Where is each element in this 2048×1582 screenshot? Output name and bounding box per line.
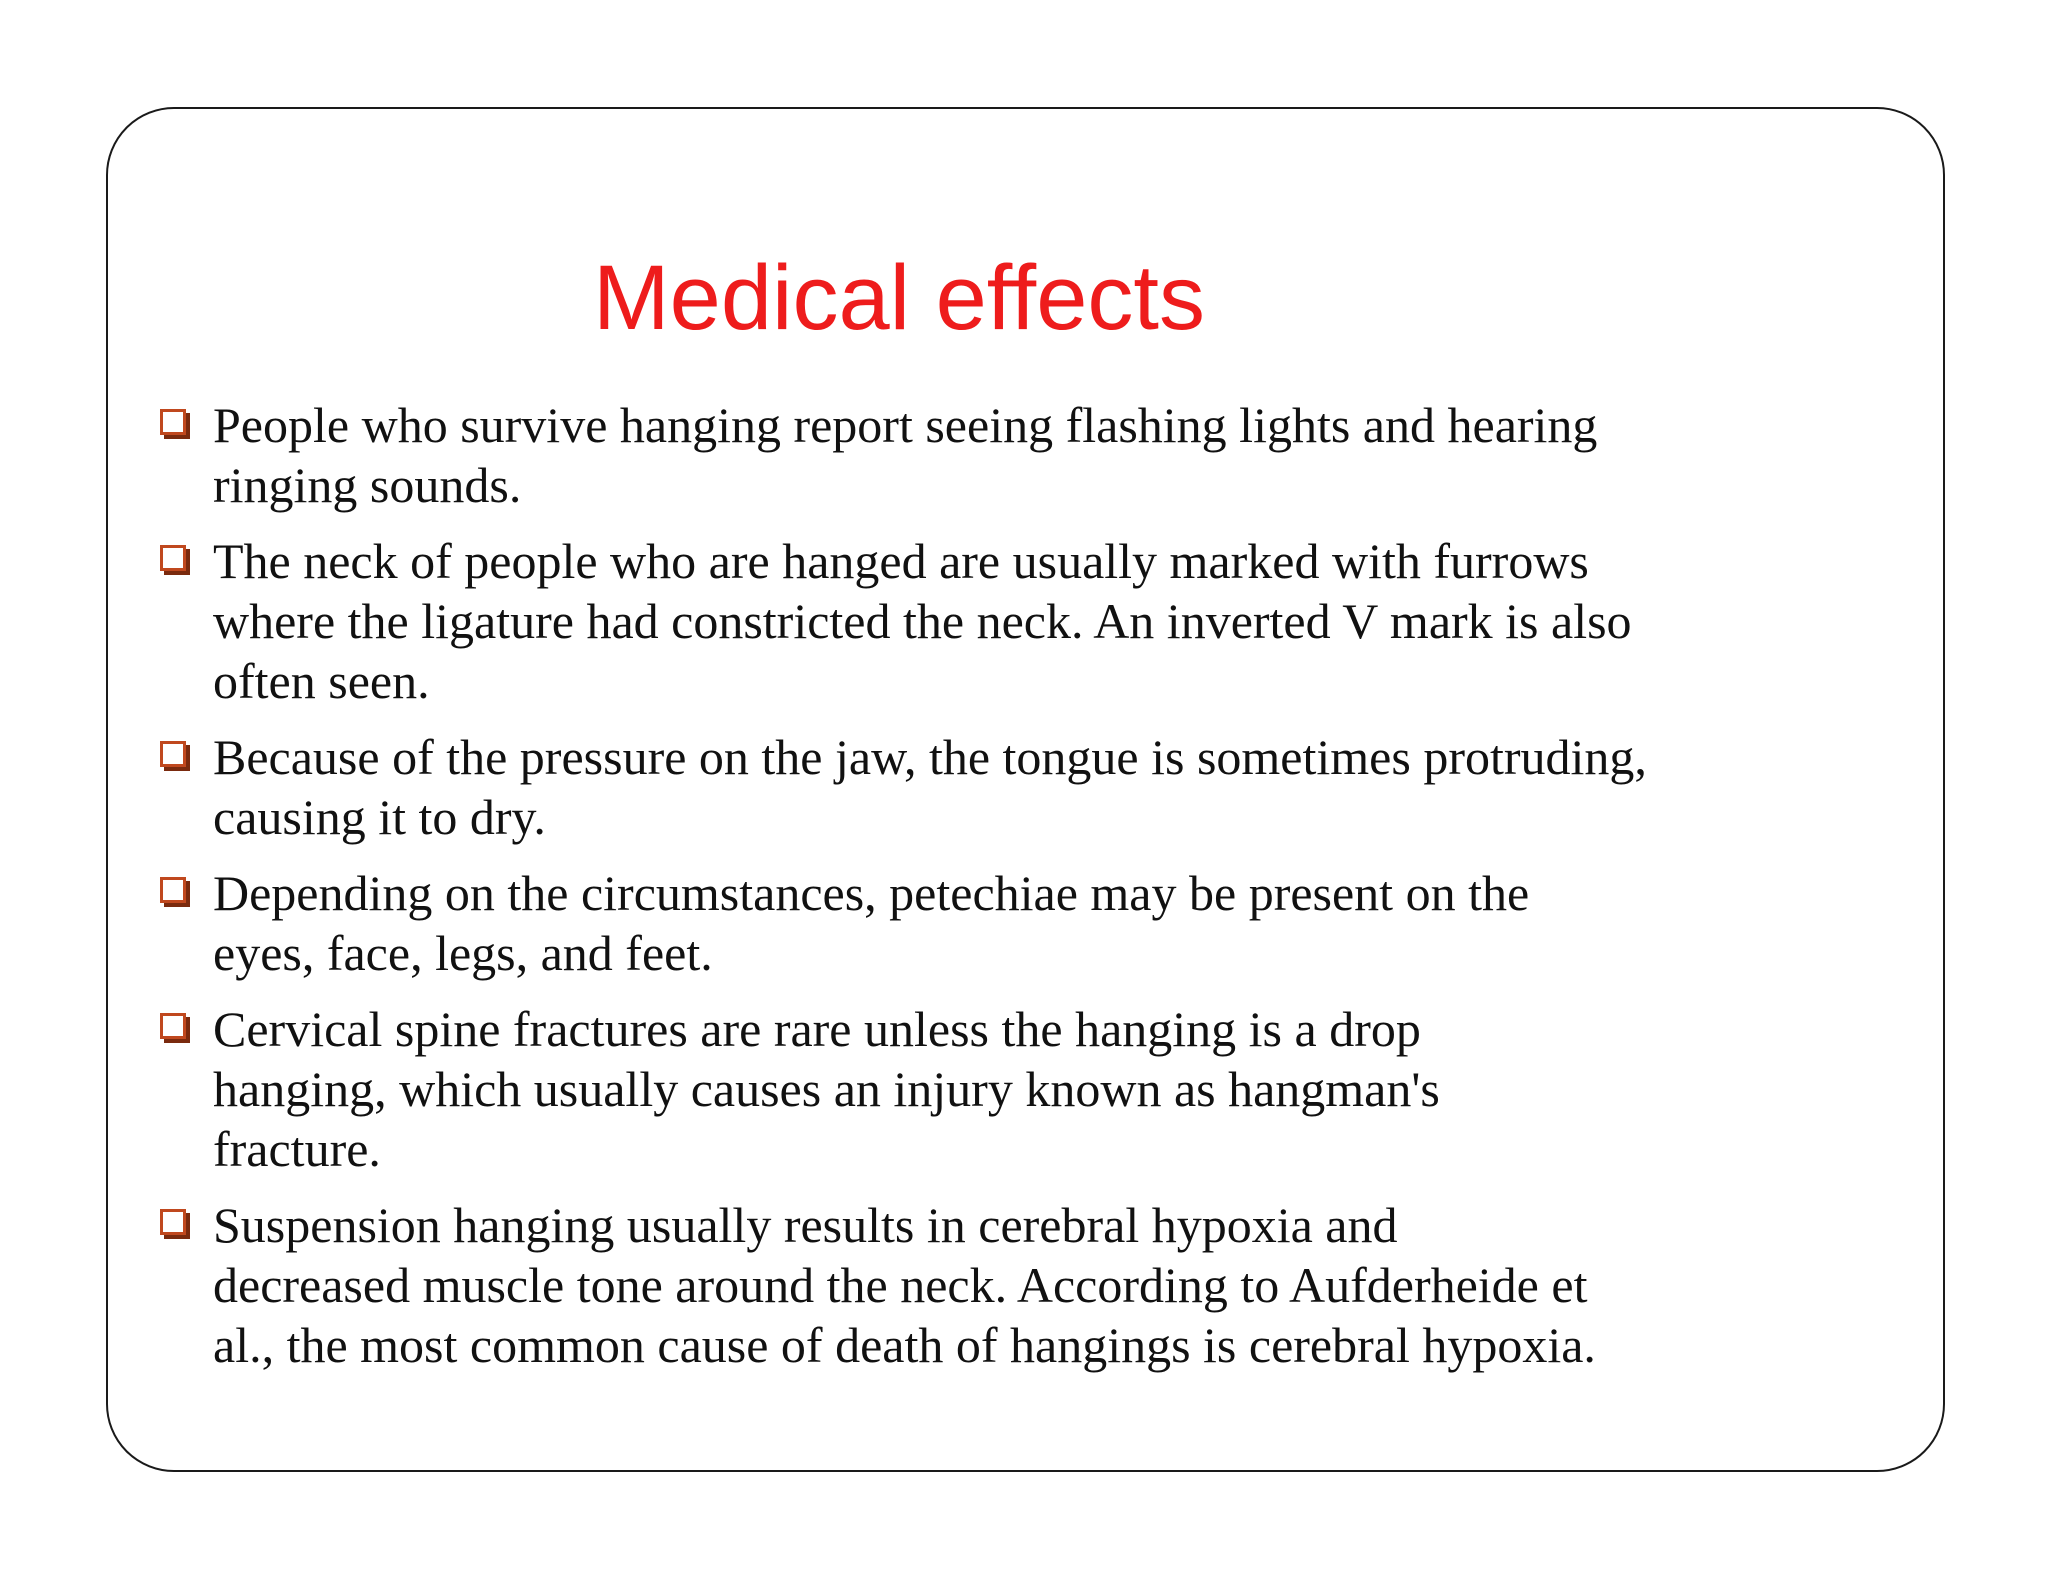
bullet-item [158, 531, 1858, 711]
bullet-item [158, 999, 1858, 1179]
bullet-text: Cervical spine fractures are rare unless the hanging is a drop hanging, which usually causes an injury known as hangman's fracture. [213, 1001, 1440, 1177]
bullet-text: The neck of people who are hanged are usually marked with furrows where the ligature had constricted the neck. An inverted V mark is also often seen. [213, 533, 1632, 709]
bullet-list [158, 395, 1858, 1375]
square-checkbox-icon [160, 741, 186, 767]
bullet-text: Depending on the circumstances, petechiae may be present on the eyes, face, legs, and feet. [213, 865, 1530, 981]
bullet-item [158, 1195, 1858, 1375]
square-checkbox-icon [160, 1013, 186, 1039]
bullet-text: People who survive hanging report seeing flashing lights and hearing ringing sounds. [213, 397, 1598, 513]
bullet-item [158, 727, 1858, 847]
bullet-item [158, 395, 1858, 515]
square-checkbox-icon [160, 545, 186, 571]
bullet-text: Because of the pressure on the jaw, the tongue is sometimes protruding, causing it to dry. [213, 729, 1647, 845]
square-checkbox-icon [160, 1209, 186, 1235]
square-checkbox-icon [160, 409, 186, 435]
slide-title: Medical effects [593, 247, 1205, 349]
square-checkbox-icon [160, 877, 186, 903]
bullet-text: Suspension hanging usually results in cerebral hypoxia and decreased muscle tone around the neck. According to Aufderheide et al., the most common cause of death of hangings is cerebral hypoxia. [213, 1197, 1596, 1373]
bullet-item [158, 863, 1858, 983]
